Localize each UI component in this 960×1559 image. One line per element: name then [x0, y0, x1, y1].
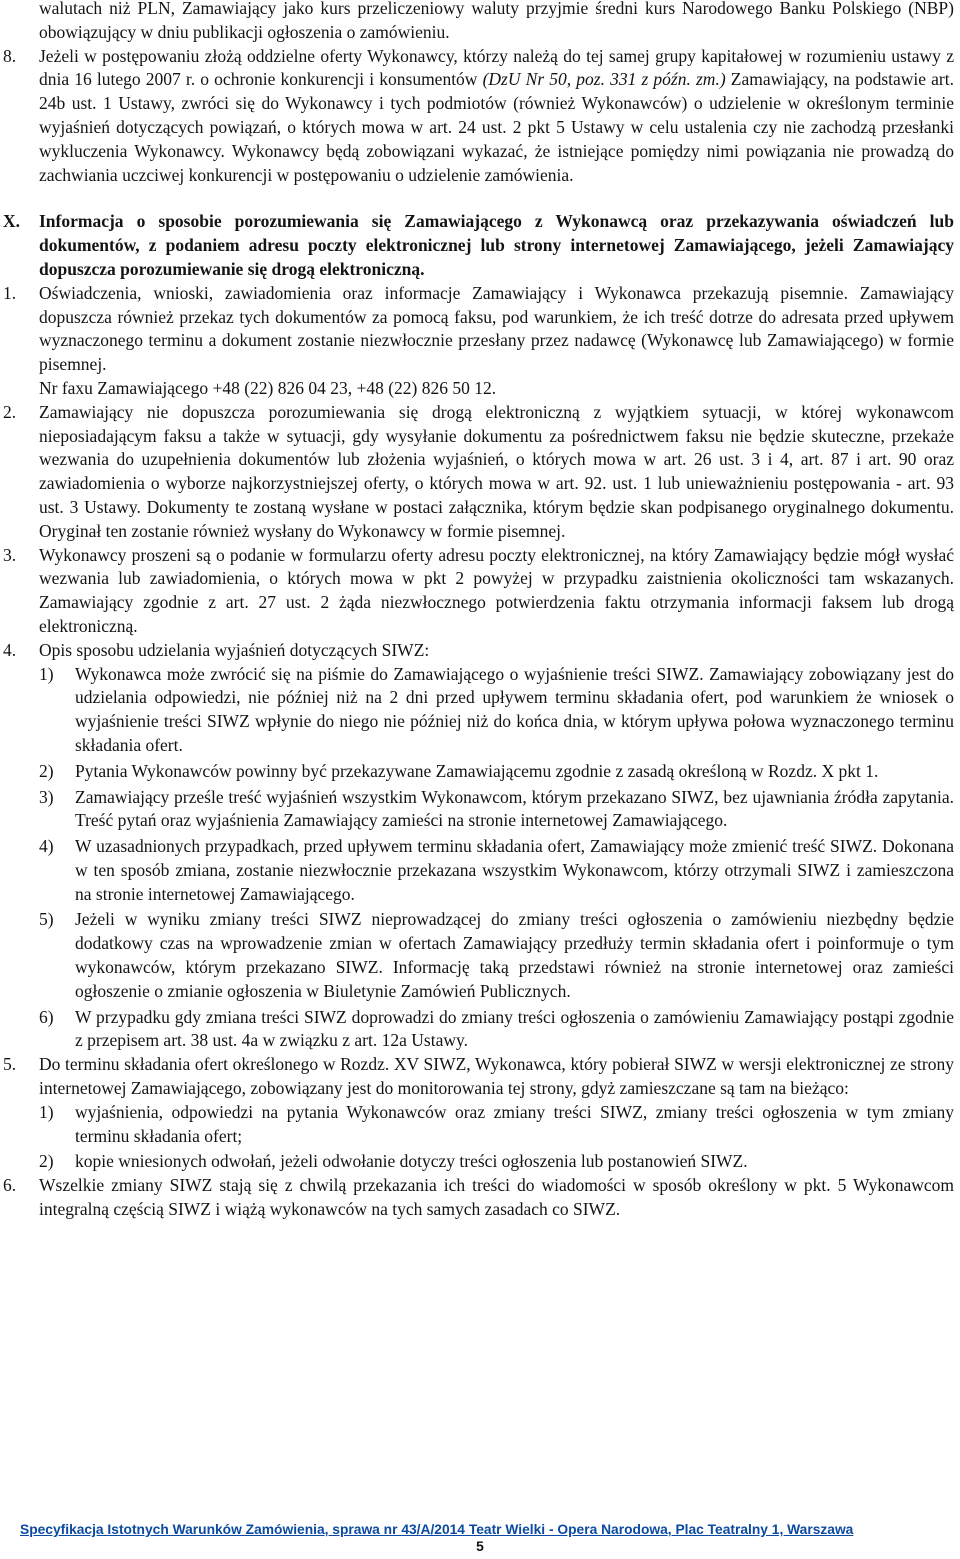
list-text: Oświadczenia, wnioski, zawiadomienia oraz informacje Zamawiający i Wykonawca przekazują pisemnie. Zamawiający dopuszcza również przekaz tych dokumentów za pomocą faksu, pod warunkiem, że ich treść dotrze do adresata przed upływem wyznaczonego terminu a dokument zostanie niezwłocznie przesłany przez nadawcę (Wykonawcę lub Zamawiającego) w formie pisemnej.	[39, 282, 954, 375]
sub-list-text: Jeżeli w wyniku zmiany treści SIWZ nieprowadzącej do zmiany treści ogłoszenia o zamówieniu niezbędny będzie dodatkowy czas na wprowadzenie zmian w ofertach Zamawiający przedłuży termin składania ofert i poinformuje o tym wykonawców, którym przekazano SIWZ. Informację taką przedstawi również na stronie internetowej oraz zamieści ogłoszenie o zmianie ogłoszenia w Biuletynie Zamówień Publicznych.	[75, 909, 954, 1001]
sub-list-item	[0, 786, 960, 834]
list-item	[0, 544, 960, 639]
sub-list-item	[0, 1006, 960, 1054]
list-number: 1.	[3, 282, 17, 303]
legal-citation: (DzU Nr 50, poz. 331 z późn. zm.)	[482, 69, 726, 90]
sub-list-number: 2)	[39, 760, 54, 781]
text-run: Jeżeli w postępowaniu złożą oddzielne oferty Wykonawcy, którzy należą do tej samej grupy kapitałowej w rozumieniu ustawy z dnia 16 lutego 2007 r. o ochronie konkurencji i konsumentów	[39, 45, 954, 90]
section-heading-text: Informacja o sposobie porozumiewania się Zamawiającego z Wykonawcą oraz przekazywania oświadczeń lub dokumentów, z podaniem adresu poczty elektronicznej lub strony internetowej Zamawiającego, jeżeli Zamawiający dopuszcza porozumiewanie się drogą elektroniczną.	[39, 211, 954, 279]
sub-list-number: 4)	[39, 836, 54, 857]
list-item	[0, 401, 960, 544]
list-number: 6.	[3, 1175, 17, 1196]
spacer	[0, 187, 960, 210]
list-text: Wszelkie zmiany SIWZ stają się z chwilą przekazania ich treści do wiadomości w sposób określony w pkt. 5 Wykonawcom integralną częścią SIWZ i wiążą wykonawców na tych samych zasadach co SIWZ.	[39, 1175, 954, 1220]
list-number: 2.	[3, 401, 17, 422]
page-number: 5	[476, 1539, 484, 1554]
fax-numbers: Nr faxu Zamawiającego +48 (22) 826 04 23, +48 (22) 826 50 12.	[39, 377, 497, 398]
text-run: Zamawiający, na podstawie art. 24b ust. 1 Ustawy, zwróci się do Wykonawcy i tych podmiotów (również Wykonawców) o udzielenie w określonym terminie wyjaśnień dotyczących powiązań, o których mowa w art. 24 ust. 2 pkt 5 Ustawy w celu ustalenia czy nie zachodzą przesłanki wykluczenia Wykonawcy. Wykonawcy będą zobowiązani wykazać, że istniejące pomiędzy nimi powiązania nie prowadzą do zachwiania uczciwej konkurencji w postępowaniu o udzielenie zamówienia.	[39, 69, 954, 185]
list-text: Opis sposobu udzielania wyjaśnień dotyczących SIWZ:	[39, 639, 430, 660]
sub-list-number: 2)	[39, 1151, 54, 1172]
sub-list-item	[0, 760, 960, 784]
sub-list-item	[0, 663, 960, 758]
list-item	[0, 639, 960, 663]
sub-list-text: W uzasadnionych przypadkach, przed upływem terminu składania ofert, Zamawiający może zmienić treść SIWZ. Dokonana w ten sposób zmiana, zostanie niezwłocznie przekazana wszystkim Wykonawcom, którzy otrzymali SIWZ i zamieszczona na stronie internetowej Zamawiającego.	[75, 836, 954, 904]
sub-list-item	[0, 835, 960, 906]
list-number: 3.	[3, 544, 17, 565]
paragraph-continuation: walutach niż PLN, Zamawiający jako kurs przeliczeniowy waluty przyjmie średni kurs Narodowego Banku Polskiego (NBP) obowiązujący w dniu publikacji ogłoszenia o zamówieniu.	[39, 0, 954, 42]
sub-list-number: 6)	[39, 1006, 54, 1027]
sub-list-text: Zamawiający prześle treść wyjaśnień wszystkim Wykonawcom, którym przekazano SIWZ, bez ujawniania źródła zapytania. Treść pytań oraz wyjaśnienia Zamawiający zamieści na stronie internetowej Zamawiającego.	[75, 786, 954, 831]
list-text: Zamawiający nie dopuszcza porozumiewania się drogą elektroniczną z wyjątkiem sytuacji, w której wykonawcom nieposiadającym faksu a także w sytuacji, gdy wysyłanie dokumentu za pośrednictwem faksu nie będzie skuteczne, przekaże wezwania do uzupełnienia dokumentów lub złożenia wyjaśnień, o których mowa w art. 26 ust. 3 i 4, art. 87 i art. 90 oraz zawiadomienia o wyborze najkorzystniejszej oferty, o których mowa w art. 92. ust. 1 lub unieważnieniu postępowania - art. 93 ust. 3 Ustawy. Dokumenty te zostaną wysłane w postaci załącznika, którym będzie skan podpisanego oryginalnego dokumentu. Oryginał ten zostanie również wysłany do Wykonawcy w formie pisemnej.	[39, 401, 954, 541]
list-number: 5.	[3, 1054, 17, 1075]
list-text: Wykonawcy proszeni są o podanie w formularzu oferty adresu poczty elektronicznej, na który Zamawiający będzie mógł wysłać wezwania lub zawiadomienia, o których mowa w pkt 2 powyżej w przypadku zaistnienia okoliczności tam wskazanych. Zamawiający zgodnie z art. 27 ust. 2 żąda niezwłocznego potwierdzenia faktu otrzymania informacji faksem lub drogą elektroniczną.	[39, 544, 954, 636]
list-item	[0, 1174, 960, 1222]
sub-list-number: 3)	[39, 786, 54, 807]
sub-list-number: 1)	[39, 1101, 54, 1122]
sub-list-text: Wykonawca może zwrócić się na piśmie do Zamawiającego o wyjaśnienie treści SIWZ. Zamawiający zobowiązany jest do udzielania odpowiedzi, nie później niż na 2 dni przed upływem terminu składania ofert, pod warunkiem że wniosek o wyjaśnienie treści SIWZ wpłynie do niego nie później niż do końca dnia, w którym upływa połowa wyznaczonego terminu składania ofert.	[75, 663, 954, 755]
list-item-8	[0, 45, 960, 188]
sub-list-number: 1)	[39, 663, 54, 684]
list-body	[39, 282, 954, 401]
list-number: 8.	[3, 45, 17, 66]
list-text: Do terminu składania ofert określonego w Rozdz. XV SIWZ, Wykonawca, który pobierał SIWZ w wersji elektronicznej ze strony internetowej Zamawiającego, zobowiązany jest do monitorowania tej strony, gdyż zamieszczane są tam na bieżąco:	[39, 1054, 954, 1099]
list-text	[39, 45, 954, 188]
sub-list-text: Pytania Wykonawców powinny być przekazywane Zamawiającemu zgodnie z zasadą określoną w Rozdz. X pkt 1.	[75, 760, 879, 781]
section-number: X.	[3, 211, 21, 232]
list-item	[0, 282, 960, 401]
sub-list-number: 5)	[39, 909, 54, 930]
sub-list-item	[0, 1101, 960, 1149]
list-item	[0, 1053, 960, 1101]
section-heading-x	[0, 210, 960, 281]
list-number: 4.	[3, 639, 17, 660]
sub-list-text: W przypadku gdy zmiana treści SIWZ doprowadzi do zmiany treści ogłoszenia o zamówieniu Zamawiający postąpi zgodnie z przepisem art. 38 ust. 4a w związku z art. 12a Ustawy.	[75, 1006, 954, 1051]
footer-text: Specyfikacja Istotnych Warunków Zamówienia, sprawa nr 43/A/2014 Teatr Wielki - Opera Narodowa, Plac Teatralny 1, Warszawa	[20, 1522, 854, 1537]
sub-list-item	[0, 908, 960, 1003]
sub-list-text: kopie wniesionych odwołań, jeżeli odwołanie dotyczy treści ogłoszenia lub postanowień SIWZ.	[75, 1151, 748, 1172]
sub-list-text: wyjaśnienia, odpowiedzi na pytania Wykonawców oraz zmiany treści SIWZ, zmiany treści ogłoszenia w tym zmiany terminu składania ofert;	[75, 1101, 954, 1146]
sub-list-item	[0, 1150, 960, 1174]
